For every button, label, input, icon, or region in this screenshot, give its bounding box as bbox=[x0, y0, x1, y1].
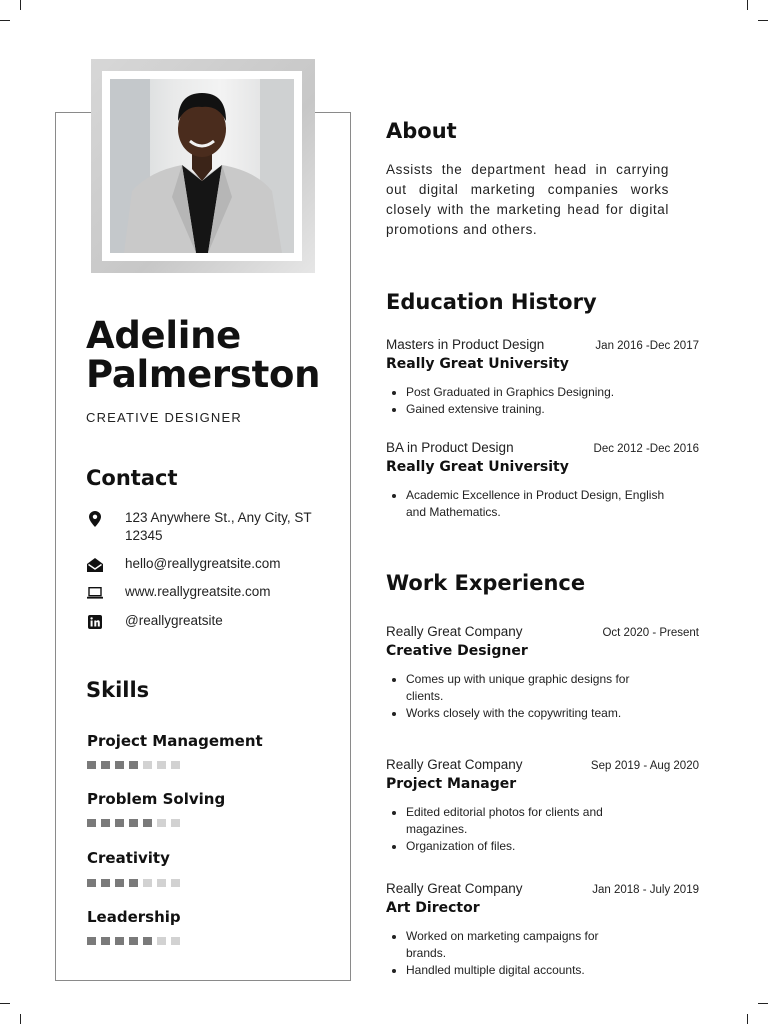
education-heading: Education History bbox=[386, 290, 597, 314]
crop-mark bbox=[758, 20, 768, 21]
crop-mark bbox=[0, 1003, 10, 1004]
list-item: • Gained extensive training. bbox=[406, 401, 699, 418]
contact-website[interactable] bbox=[86, 583, 325, 602]
skill-level-square bbox=[143, 761, 152, 769]
list-item: • Handled multiple digital accounts. bbox=[406, 962, 626, 979]
job-role: Art Director bbox=[386, 900, 480, 916]
skill-level-square bbox=[129, 879, 138, 887]
skill-level-square bbox=[143, 819, 152, 827]
skill-level-square bbox=[129, 819, 138, 827]
skill-level-square bbox=[87, 879, 96, 887]
skill-level-square bbox=[101, 819, 110, 827]
profile-photo-frame bbox=[91, 59, 315, 273]
skill-level-square bbox=[171, 879, 180, 887]
about-heading: About bbox=[386, 119, 457, 143]
skill-label: Leadership bbox=[87, 908, 181, 926]
skill-level-square bbox=[129, 937, 138, 945]
school-name: Really Great University bbox=[386, 459, 569, 475]
skill-level-square bbox=[143, 879, 152, 887]
skill-level-square bbox=[87, 761, 96, 769]
crop-mark bbox=[747, 0, 748, 10]
skill-level-square bbox=[171, 761, 180, 769]
company-name: Really Great Company bbox=[386, 881, 523, 896]
skill-level-square bbox=[115, 937, 124, 945]
job-title: CREATIVE DESIGNER bbox=[86, 410, 242, 425]
bullet-list bbox=[386, 384, 699, 418]
contact-email[interactable] bbox=[86, 555, 325, 574]
crop-mark bbox=[758, 1003, 768, 1004]
skill-level-bar bbox=[87, 819, 180, 827]
list-item: • Works closely with the copywriting team. bbox=[406, 705, 656, 722]
website-text[interactable]: www.reallygreatsite.com bbox=[125, 584, 271, 599]
skill-label: Project Management bbox=[87, 732, 263, 750]
profile-photo bbox=[102, 71, 302, 261]
skill-level-square bbox=[115, 879, 124, 887]
skill-level-square bbox=[171, 819, 180, 827]
skill-level-square bbox=[101, 761, 110, 769]
skill-level-bar bbox=[87, 879, 180, 887]
skill-level-square bbox=[101, 937, 110, 945]
list-item: • Post Graduated in Graphics Designing. bbox=[406, 384, 699, 401]
linkedin-icon bbox=[86, 613, 104, 631]
skills-heading: Skills bbox=[86, 678, 150, 702]
date-range: Jan 2016 -Dec 2017 bbox=[595, 340, 699, 352]
degree: Masters in Product Design bbox=[386, 337, 545, 352]
list-item: • Edited editorial photos for clients and magazines. bbox=[406, 804, 636, 838]
date-range: Dec 2012 -Dec 2016 bbox=[593, 443, 699, 455]
map-pin-icon bbox=[86, 510, 104, 528]
skill-level-square bbox=[157, 819, 166, 827]
crop-mark bbox=[0, 20, 10, 21]
work-entry bbox=[386, 881, 699, 979]
address-text: 123 Anywhere St., Any City, ST 12345 bbox=[125, 510, 312, 543]
work-heading: Work Experience bbox=[386, 571, 586, 595]
bullet-list bbox=[386, 928, 626, 979]
job-role: Creative Designer bbox=[386, 643, 528, 659]
work-entry bbox=[386, 757, 699, 855]
company-name: Really Great Company bbox=[386, 757, 523, 772]
contact-address bbox=[86, 509, 325, 545]
school-name: Really Great University bbox=[386, 356, 569, 372]
bullet-list bbox=[386, 671, 656, 722]
education-entry bbox=[386, 440, 699, 521]
list-item: • Academic Excellence in Product Design, English and Mathematics. bbox=[406, 487, 676, 521]
person-illustration bbox=[110, 79, 294, 253]
skill-level-square bbox=[171, 937, 180, 945]
last-name: Palmerston bbox=[86, 353, 321, 396]
envelope-icon bbox=[86, 556, 104, 574]
contact-linkedin[interactable] bbox=[86, 612, 325, 631]
list-item: • Worked on marketing campaigns for brands. bbox=[406, 928, 626, 962]
crop-mark bbox=[747, 1014, 748, 1024]
date-range: Sep 2019 - Aug 2020 bbox=[590, 760, 699, 772]
job-role: Project Manager bbox=[386, 776, 517, 792]
bullet-list bbox=[386, 804, 636, 855]
crop-mark bbox=[20, 0, 21, 10]
date-range: Jan 2018 - July 2019 bbox=[592, 884, 699, 896]
date-range: Oct 2020 - Present bbox=[602, 627, 699, 639]
skill-level-square bbox=[87, 937, 96, 945]
list-item: • Organization of files. bbox=[406, 838, 636, 855]
degree: BA in Product Design bbox=[386, 440, 514, 455]
bullet-list bbox=[386, 487, 676, 521]
about-text: Assists the department head in carrying out digital marketing companies works closely with the marketing head for digital promotions and others. bbox=[386, 162, 669, 237]
skill-label: Problem Solving bbox=[87, 790, 226, 808]
skill-level-square bbox=[157, 937, 166, 945]
skill-level-square bbox=[157, 761, 166, 769]
skill-label: Creativity bbox=[87, 849, 170, 867]
skill-level-square bbox=[87, 819, 96, 827]
work-entry bbox=[386, 624, 699, 722]
linkedin-text[interactable]: @reallygreatsite bbox=[125, 613, 223, 628]
email-text[interactable]: hello@reallygreatsite.com bbox=[125, 556, 281, 571]
skill-level-bar bbox=[87, 761, 180, 769]
contact-heading: Contact bbox=[86, 466, 178, 490]
first-name: Adeline bbox=[86, 314, 241, 357]
skill-level-square bbox=[115, 819, 124, 827]
skill-level-square bbox=[101, 879, 110, 887]
skill-level-bar bbox=[87, 937, 180, 945]
education-entry bbox=[386, 337, 699, 418]
candidate-name bbox=[86, 316, 346, 394]
skill-level-square bbox=[115, 761, 124, 769]
skill-level-square bbox=[143, 937, 152, 945]
skill-level-square bbox=[157, 879, 166, 887]
skill-level-square bbox=[129, 761, 138, 769]
company-name: Really Great Company bbox=[386, 624, 523, 639]
crop-mark bbox=[20, 1014, 21, 1024]
laptop-icon bbox=[86, 584, 104, 602]
list-item: • Comes up with unique graphic designs for clients. bbox=[406, 671, 656, 705]
